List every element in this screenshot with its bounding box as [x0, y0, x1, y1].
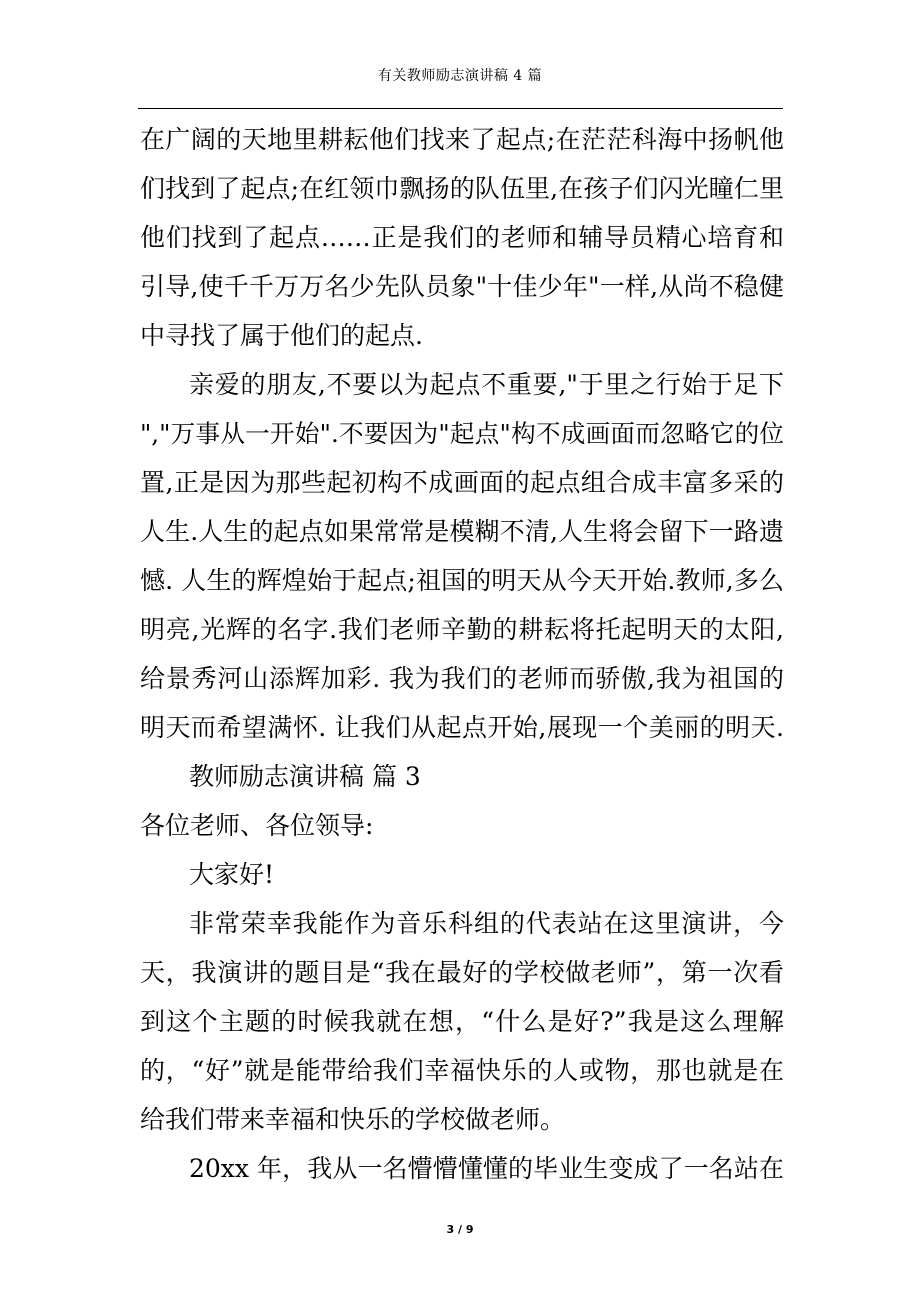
body-line: 他们找到了起点……正是我们的老师和辅导员精心培育和 [140, 223, 784, 252]
body-line: 的，“好”就是能带给我们幸福快乐的人或物，那也就是在 [140, 1056, 784, 1085]
body-line: 到这个主题的时候我就在想，“什么是好?”我是这么理解 [140, 1007, 784, 1036]
greeting: 大家好! [189, 860, 275, 889]
salutation: 各位老师、各位领导: [140, 811, 374, 840]
body-line: 明亮,光辉的名字.我们老师辛勤的耕耘将托起明天的太阳, [140, 615, 784, 644]
document-body [140, 120, 784, 1198]
body-line: 明天而希望满怀. 让我们从起点开始,展现一个美丽的明天. [140, 713, 784, 742]
body-line: 引导,使千千万万名少先队员象"十佳少年"一样,从尚不稳健 [140, 272, 784, 301]
page-number: 3 / 9 [446, 1223, 474, 1236]
body-line: 人生.人生的起点如果常常是模糊不清,人生将会留下一路遗 [140, 517, 784, 546]
body-line: 天，我演讲的题目是“我在最好的学校做老师”，第一次看 [140, 958, 784, 987]
body-line: 置,正是因为那些起初构不成画面的起点组合成丰富多采的 [140, 468, 784, 497]
section-heading: 教师励志演讲稿 篇 3 [189, 762, 421, 791]
body-line: 亲爱的朋友,不要以为起点不重要,"于里之行始于足下 [189, 370, 784, 399]
body-line: 在广阔的天地里耕耘他们找来了起点;在茫茫科海中扬帆他 [140, 125, 784, 154]
body-line: 给我们带来幸福和快乐的学校做老师。 [140, 1105, 566, 1134]
body-line: 给景秀河山添辉加彩. 我为我们的老师而骄傲,我为祖国的 [140, 664, 784, 693]
body-line: 们找到了起点;在红领巾飘扬的队伍里,在孩子们闪光瞳仁里 [140, 174, 784, 203]
body-line: 中寻找了属于他们的起点. [140, 321, 423, 350]
body-line: 非常荣幸我能作为音乐科组的代表站在这里演讲，今 [189, 909, 784, 938]
header-divider [138, 108, 783, 109]
body-line: 20xx 年，我从一名懵懵懂懂的毕业生变成了一名站在 [189, 1154, 784, 1183]
body-line: ","万事从一开始".不要因为"起点"构不成画面而忽略它的位 [140, 419, 784, 448]
body-line: 憾. 人生的辉煌始于起点;祖国的明天从今天开始.教师,多么 [140, 566, 784, 595]
page-header-title: 有关教师励志演讲稿 4 篇 [377, 68, 543, 84]
